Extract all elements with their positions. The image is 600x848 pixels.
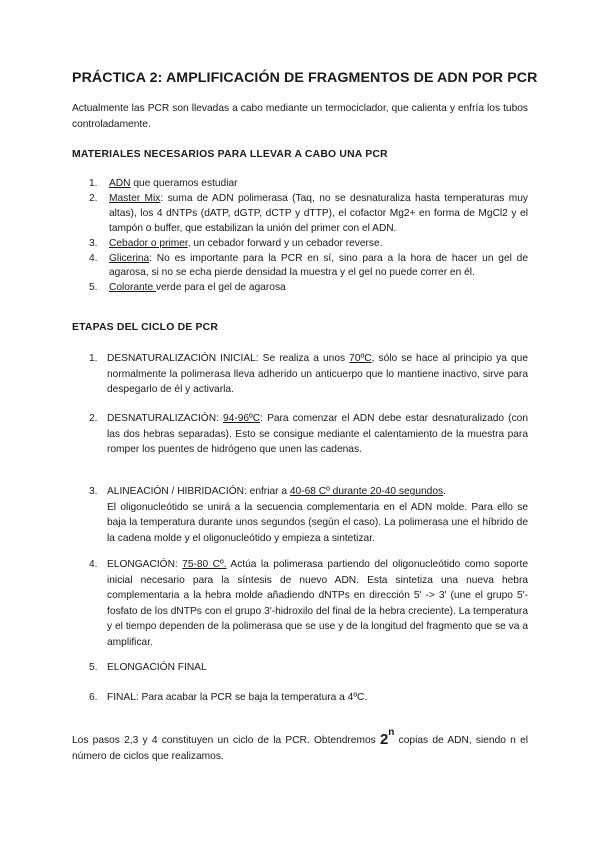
intro-paragraph: Actualmente las PCR son llevadas a cabo mediante un termociclador, que calienta y enfría los tubos controladamente.: [72, 103, 528, 130]
list-item: 1. ADN que queramos estudiar: [89, 178, 238, 189]
stage-item: 6. FINAL: Para acabar la PCR se baja la temperatura a 4ºC.: [89, 692, 368, 703]
stage-item: 1. DESNATURALIZACIÓN INICIAL: Se realiza a unos 70ºC, sólo se hace al principio ya que normalmente la polimerasa lleva adherido un anticuerpo que lo mantiene inactivo, sirve para despegarlo de él y activarla.: [89, 353, 529, 395]
power-formula: 2$^n$: [379, 727, 395, 748]
stage-item: 2. DESNATURALIZACIÓN: 94-96ºC: Para comenzar el ADN debe estar desnaturalizado (con las dos hebras separadas). Esto se consigue mediante el calentamiento de la muestra para romper los puentes de hidrógeno que unen las cadenas.: [89, 413, 528, 455]
materials-list: [72, 177, 528, 296]
list-item: 3. Cebador o primer, un cebador forward y un cebador reverse.: [89, 237, 383, 249]
stage-item: 4. ELONGACIÓN: 75-80 Cº. Actúa la polimerasa partiendo del oligonucleótido como soporte inicial necesario para la síntesis de nuevo ADN. Esta sintetiza una nueva hebra complementaria a la hebra molde añadiendo dNTPs en dirección 5' -> 3' (une el grupo 5'-fosfato de los dNTPs con el grupo 3'-hidroxilo del final de la hebra creciente). La temperatura y el tiempo dependen de la polimerasa que se use y de la longitud del fragmento que se va a amplificar.: [89, 559, 528, 648]
page-title: PRÁCTICA 2: AMPLIFICACIÓN DE FRAGMENTOS DE ADN POR PCR: [72, 70, 538, 86]
materials-heading: MATERIALES NECESARIOS PARA LLEVAR A CABO UNA PCR: [72, 149, 388, 160]
stage-item: 5. ELONGACIÓN FINAL: [89, 662, 207, 673]
list-item: 2. Master Mix: suma de ADN polimerasa (Taq, no se desnaturaliza hasta temperaturas muy altas), los 4 dNTPs (dATP, dGTP, dCTP y dTTP), el cofactor Mg2+ en forma de MgCl2 y el tampón o buffer, que estabilizan la unión del primer con el ADN.: [89, 192, 528, 234]
list-item: 5. Colorante verde para el gel de agarosa: [89, 282, 286, 294]
list-item: 4. Glicerina: No es importante para la PCR en sí, sino para a la hora de hacer un gel de agarosa, si no se echa pierde densidad la muestra y el gel no puede correr en él.: [89, 252, 528, 279]
stages-heading: ETAPAS DEL CICLO DE PCR: [72, 322, 219, 333]
stage-item: 3. ALINEACIÓN / HIBRIDACIÓN: enfriar a 40-68 Cº durante 20-40 segundos. El oligonucleótido se unirá a la secuencia complementaria en el ADN molde. Para ello se baja la temperatura durante unos segundos (según el caso). La polimerasa une el híbrido de la cadena molde y el oligonucleótido y empieza a sintetizar.: [89, 486, 528, 544]
conclusion-paragraph: Los pasos 2,3 y 4 constituyen un ciclo de la PCR. Obtendremos 2$^n$ copias de ADN, siendo n el número de ciclos que realizamos.: [72, 727, 528, 762]
